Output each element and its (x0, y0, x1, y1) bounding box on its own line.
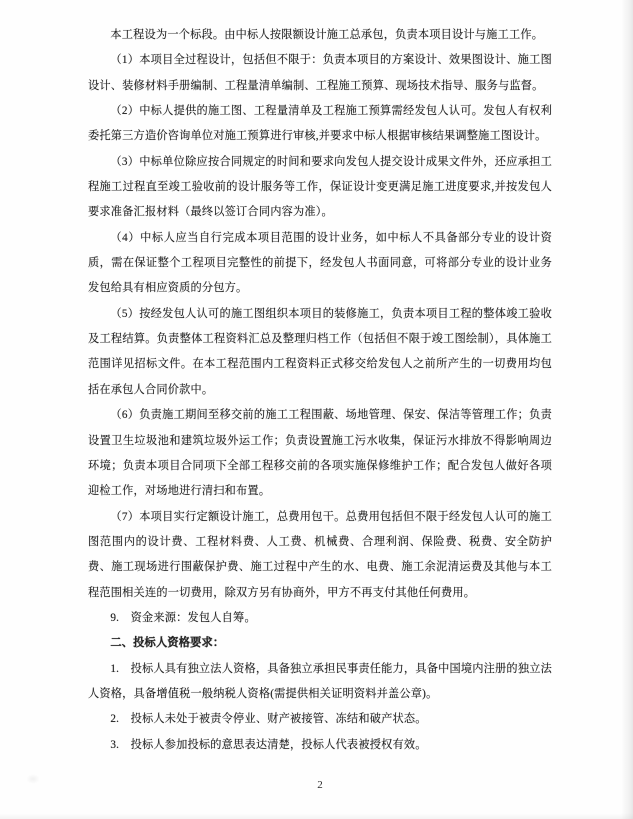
scan-edge-shadow-bottom (0, 813, 633, 819)
paragraph: 本工程设为一个标段。由中标人按限额设计施工总承包，负责本项目设计与施工工作。 (110, 29, 544, 41)
paragraph: （6）负责施工期间至移交前的施工工程围蔽、场地管理、保安、保洁等管理工作；负责设置卫生垃圾池和建筑垃圾外运工作；负责设置施工污水收集，保证污水排放不得影响周边环境；负责本项目合同项下全部工程移交前的各项实施保修维护工作；配合发包人做好各项迎检工作，对场地进行清扫和布置。 (88, 409, 552, 498)
paragraph: （5）按经发包人认可的施工图组织本项目的装修施工，负责本项目工程的整体竣工验收及工程结算。负责整体工程资料汇总及整理归档工作（包括但不限于竣工图绘制），具体施工范围详见招标文件。在本工程范围内工程资料正式移交给发包人之前所产生的一切费用均包括在承包人合同价款中。 (88, 307, 552, 396)
paragraph: （7）本项目实行定额设计施工，总费用包干。总费用包括但不限于经发包人认可的施工图范围内的设计费、工程材料费、人工费、机械费、合理利润、保险费、税费、安全防护费、施工现场进行围蔽保护费、施工过程中产生的水、电费、施工余泥清运费及其他与本工程范围相关连的一切费用，除双方另有协商外，甲方不再支付其他任何费用。 (88, 510, 552, 599)
paragraph: 二、投标人资格要求： (110, 637, 225, 650)
page-number: 2 (317, 779, 323, 791)
paragraph: （4）中标人应当自行完成本项目范围的设计业务，如中标人不具备部分专业的设计资质，需在保证整个工程项目完整性的前提下，经发包人书面同意，可将部分专业的设计业务发包给具有相应资质的分包方。 (88, 231, 552, 295)
scan-edge-shadow-right (621, 0, 633, 819)
paragraph: 3. 投标人参加投标的意思表达清楚，投标人代表被授权有效。 (110, 738, 427, 751)
document-body (88, 23, 552, 758)
scan-artifact (26, 774, 40, 784)
paragraph: （3）中标单位除应按合同规定的时间和要求向发包人提交设计成果文件外，还应承担工程施工过程直至竣工验收前的设计服务等工作，保证设计变更满足施工进度要求,并按发包人要求准备汇报材料（最终以签订合同内容为准）。 (88, 155, 552, 219)
paragraph: （2）中标人提供的施工图、工程量清单及工程施工预算需经发包人认可。发包人有权利委托第三方造价咨询单位对施工预算进行审核,并要求中标人根据审核结果调整施工图设计。 (88, 105, 552, 143)
paragraph: 9. 资金来源：发包人自筹。 (110, 611, 256, 624)
paragraph: 1. 投标人具有独立法人资格，具备独立承担民事责任能力，具备中国境内注册的独立法人资格，具备增值税一般纳税人资格(需提供相关证明资料并盖公章)。 (88, 662, 552, 700)
paragraph: （1）本项目全过程设计，包括但不限于：负责本项目的方案设计、效果图设计、施工图设计、装修材料手册编制、工程量清单编制、工程施工预算、现场技术指导、服务与监督。 (88, 54, 552, 92)
paragraph: 2. 投标人未处于被责令停业、财产被接管、冻结和破产状态。 (110, 713, 427, 726)
